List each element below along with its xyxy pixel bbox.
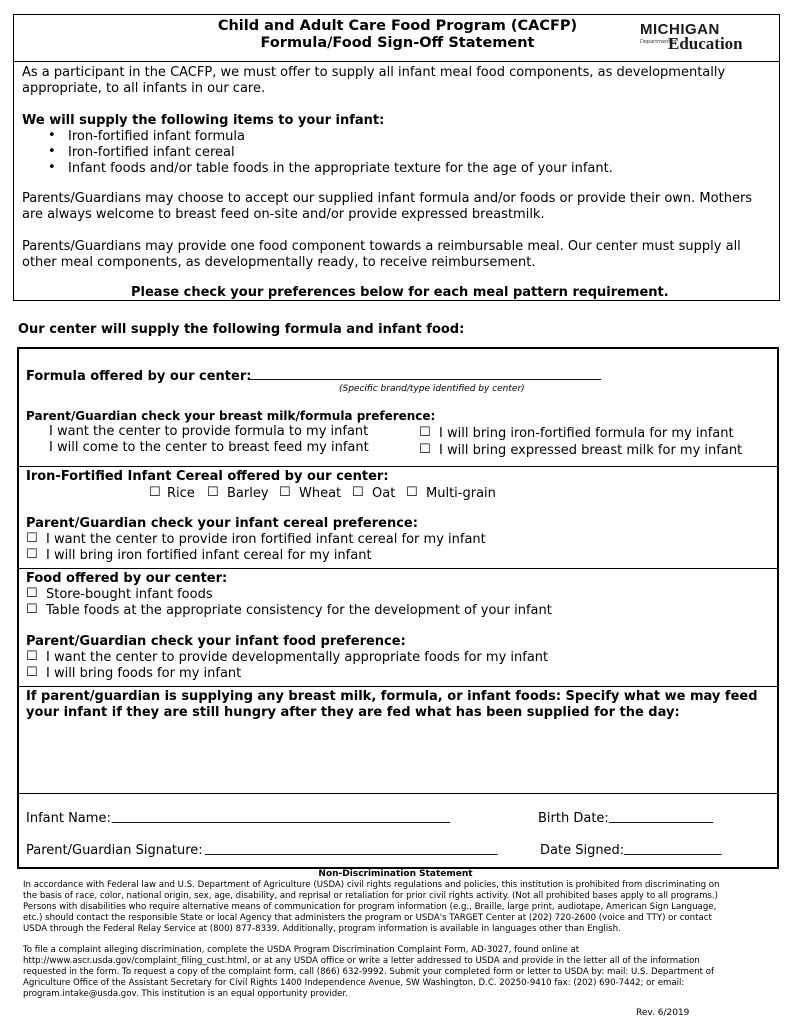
food-option-center-provides: I want the center to provide developmentally appropriate foods for my infant bbox=[46, 650, 549, 665]
checkbox-table-foods[interactable]: ☐ bbox=[26, 602, 38, 617]
intro-para2-line1: Parents/Guardians may choose to accept our supplied infant formula and/or foods or provide their own. Mothers bbox=[22, 191, 753, 206]
checkbox-bring-cereal[interactable]: ☐ bbox=[26, 547, 38, 562]
intro-para1-line2: appropriate, to all infants in our care. bbox=[22, 81, 266, 96]
checkbox-store-bought[interactable]: ☐ bbox=[26, 586, 38, 601]
cereal-section bbox=[19, 466, 777, 569]
intro-box bbox=[13, 61, 780, 301]
formula-option-center-provides: I want the center to provide formula to my infant bbox=[49, 424, 369, 439]
checkbox-center-foods[interactable]: ☐ bbox=[26, 649, 38, 664]
checkbox-bring-formula[interactable]: ☐ bbox=[419, 425, 431, 440]
intro-para1-line1: As a participant in the CACFP, we must offer to supply all infant meal food components, as developmentally bbox=[22, 65, 726, 80]
birth-date-field[interactable]: ________________ bbox=[609, 809, 713, 824]
checkbox-barley[interactable]: ☐ bbox=[207, 485, 219, 500]
nd-p1-line2: the basis of race, color, national origin, sex, age, disability, and reprisal or retaliation for prior civil rights activity. (Not all prohibited bases apply to all programs.) bbox=[23, 891, 718, 901]
logo-michigan-text: MICHIGAN bbox=[640, 21, 720, 38]
checkbox-wheat[interactable]: ☐ bbox=[279, 485, 291, 500]
non-discrimination-title: Non-Discrimination Statement bbox=[318, 869, 473, 879]
nd-p2-line1: To file a complaint alleging discrimination, complete the USDA Program Discrimination Complaint Form, AD-3027, found online at bbox=[23, 945, 580, 955]
center-supply-heading: Our center will supply the following formula and infant food: bbox=[18, 322, 465, 337]
nd-p2-line5: program.intake@usda.gov. This institution is an equal opportunity provider. bbox=[23, 989, 348, 999]
cereal-preference-heading: Parent/Guardian check your infant cereal preference: bbox=[26, 516, 418, 531]
checkbox-oat[interactable]: ☐ bbox=[352, 485, 364, 500]
food-option-table-foods: Table foods at the appropriate consistency for the development of your infant bbox=[46, 603, 552, 618]
food-option-store-bought: Store-bought infant foods bbox=[46, 587, 213, 602]
infant-name-field[interactable]: ____________________________________________________ bbox=[112, 809, 450, 824]
check-preferences-note: Please check your preferences below for each meal pattern requirement. bbox=[131, 285, 669, 300]
intro-para2-line2: are always welcome to breast feed on-site and/or provide expressed breastmilk. bbox=[22, 207, 545, 222]
hungry-section bbox=[19, 686, 777, 794]
intro-para3-line1: Parents/Guardians may provide one food component towards a reimbursable meal. Our center must supply all bbox=[22, 239, 741, 254]
hungry-answer-area[interactable] bbox=[26, 725, 766, 787]
bullet-icon: • bbox=[48, 144, 56, 159]
form-title: Child and Adult Care Food Program (CACFP) bbox=[217, 18, 578, 34]
food-section bbox=[19, 568, 777, 687]
food-offered-label: Food offered by our center: bbox=[26, 571, 228, 586]
supply-item-formula: Iron-fortified infant formula bbox=[68, 129, 245, 144]
intro-para3-line2: other meal components, as developmentally ready, to receive reimbursement. bbox=[22, 255, 536, 270]
hungry-question-line1: If parent/guardian is supplying any breast milk, formula, or infant foods: Specify what we may feed bbox=[26, 689, 758, 704]
formula-offered-label: Formula offered by our center: bbox=[26, 369, 252, 384]
preferences-form bbox=[17, 347, 779, 869]
formula-option-breast-feed: I will come to the center to breast feed my infant bbox=[49, 440, 369, 455]
checkbox-center-cereal[interactable]: ☐ bbox=[26, 531, 38, 546]
formula-brand-hint: (Specific brand/type identified by center) bbox=[339, 384, 525, 394]
cereal-option-wheat: Wheat bbox=[299, 486, 342, 501]
supply-item-cereal: Iron-fortified infant cereal bbox=[68, 145, 235, 160]
nd-p1-line3: Persons with disabilities who require alternative means of communication for program information (e.g., Braille, large print, audiotape, American Sign Language, bbox=[23, 902, 717, 912]
birth-date-label: Birth Date: bbox=[538, 811, 609, 826]
cereal-option-bring: I will bring iron fortified infant cereal for my infant bbox=[46, 548, 372, 563]
formula-preference-heading: Parent/Guardian check your breast milk/formula preference: bbox=[26, 409, 436, 423]
guardian-signature-label: Parent/Guardian Signature: bbox=[26, 843, 203, 858]
cereal-option-barley: Barley bbox=[227, 486, 269, 501]
checkbox-rice[interactable]: ☐ bbox=[149, 485, 161, 500]
bullet-icon: • bbox=[48, 160, 56, 175]
checkbox-bring-breast-milk[interactable]: ☐ bbox=[419, 442, 431, 457]
cereal-option-rice: Rice bbox=[167, 486, 195, 501]
form-subtitle: Formula/Food Sign-Off Statement bbox=[260, 35, 535, 51]
formula-brand-field[interactable]: ______________________________________________________ bbox=[250, 366, 601, 381]
nd-p2-line4: Agriculture Office of the Assistant Secretary for Civil Rights 1400 Independence Avenue, SW Washington, D.C. 20250-9410 fax: (202) 690-7442; or email: bbox=[23, 978, 685, 988]
cereal-offered-label: Iron-Fortified Infant Cereal offered by our center: bbox=[26, 469, 389, 484]
checkbox-multi-grain[interactable]: ☐ bbox=[406, 485, 418, 500]
food-preference-heading: Parent/Guardian check your infant food preference: bbox=[26, 634, 406, 649]
logo-education-text: Education bbox=[668, 34, 743, 53]
supply-items-heading: We will supply the following items to your infant: bbox=[22, 113, 385, 128]
date-signed-field[interactable]: _______________ bbox=[624, 841, 722, 856]
logo-department-text: Department of bbox=[640, 39, 677, 45]
cereal-option-center-provides: I want the center to provide iron fortified infant cereal for my infant bbox=[46, 532, 486, 547]
guardian-signature-field[interactable]: _____________________________________________ bbox=[205, 841, 498, 856]
bullet-icon: • bbox=[48, 128, 56, 143]
signature-section bbox=[19, 793, 777, 870]
nd-p1-line5: USDA through the Federal Relay Service at (800) 877-8339. Additionally, program information is available in languages other than English. bbox=[23, 924, 621, 934]
food-option-bring: I will bring foods for my infant bbox=[46, 666, 242, 681]
cereal-option-multi-grain: Multi-grain bbox=[426, 486, 496, 501]
hungry-question-line2: your infant if they are still hungry after they are fed what has been supplied for the day: bbox=[26, 705, 680, 720]
nd-p2-line3: requested in the form. To request a copy of the complaint form, call (866) 632-9992. Submit your completed form or letter to USDA by: mail: U.S. Department of bbox=[23, 967, 714, 977]
infant-name-label: Infant Name: bbox=[26, 811, 111, 826]
revision-date: Rev. 6/2019 bbox=[636, 1008, 690, 1018]
nd-p1-line4: etc.) should contact the responsible State or local Agency that administers the program or USDA's TARGET Center at (202) 720-2600 (voice and TTY) or contact bbox=[23, 913, 712, 923]
checkbox-bring-foods[interactable]: ☐ bbox=[26, 665, 38, 680]
cereal-option-oat: Oat bbox=[372, 486, 396, 501]
nd-p2-line2: http://www.ascr.usda.gov/complaint_filing_cust.html, or at any USDA office or write a letter addressed to USDA and provide in the letter all of the information bbox=[23, 956, 700, 966]
formula-option-bring-formula: I will bring iron-fortified formula for my infant bbox=[439, 426, 734, 441]
supply-item-foods: Infant foods and/or table foods in the appropriate texture for the age of your infant. bbox=[68, 161, 613, 176]
nd-p1-line1: In accordance with Federal law and U.S. Department of Agriculture (USDA) civil rights regulations and policies, this institution is prohibited from discriminating on bbox=[23, 880, 720, 890]
date-signed-label: Date Signed: bbox=[540, 843, 625, 858]
formula-option-bring-breast-milk: I will bring expressed breast milk for my infant bbox=[439, 443, 743, 458]
